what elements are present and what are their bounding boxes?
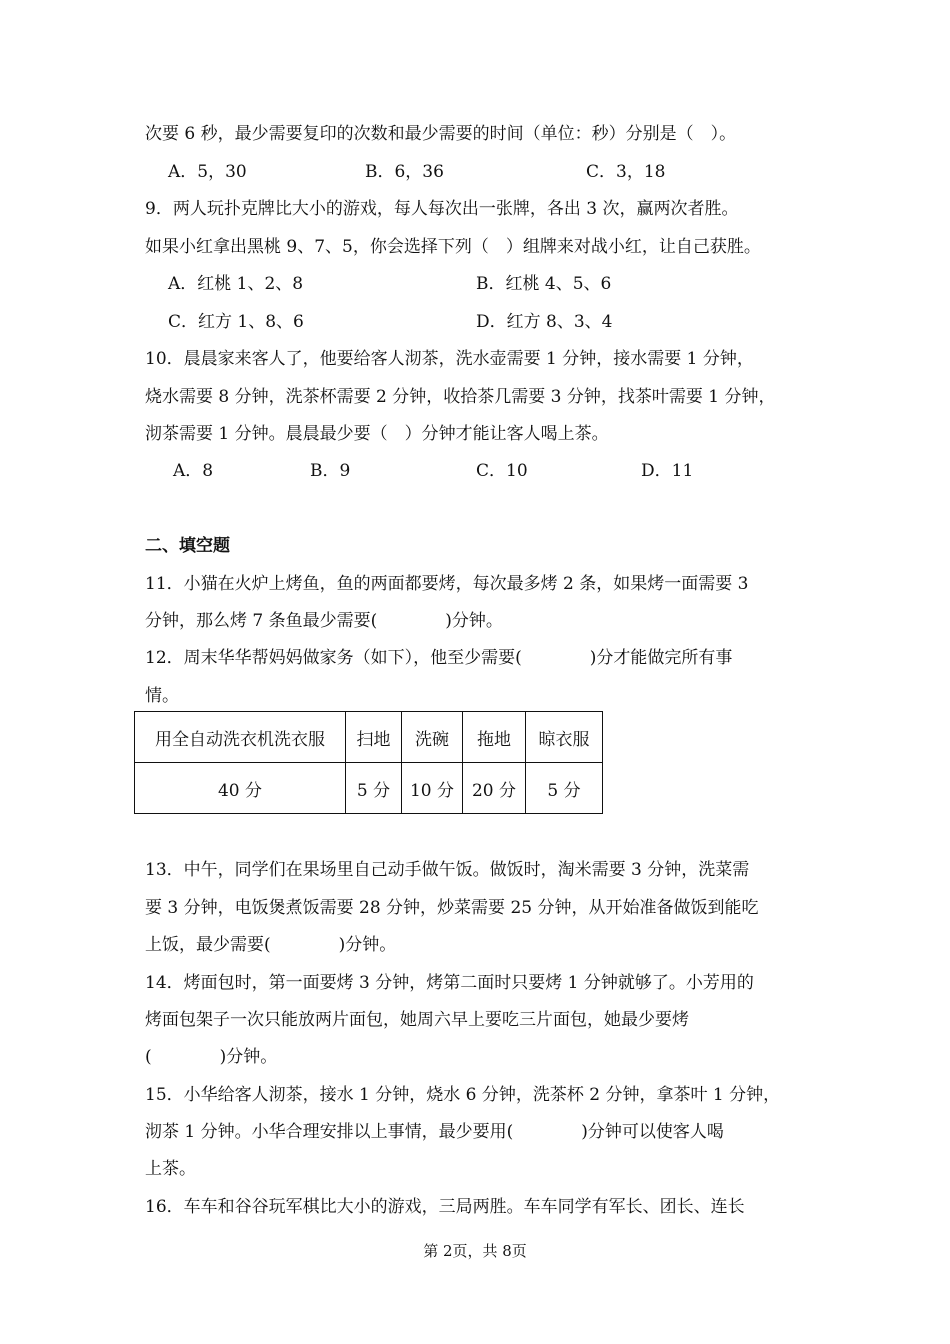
section-heading: 二、填空题: [145, 536, 230, 556]
q14-text-2: 烤面包架子一次只能放两片面包，她周六早上要吃三片面包，她最少要烤: [145, 1010, 689, 1030]
table-value-cell: 10 分: [402, 763, 463, 814]
q10-option-a: A．8: [173, 461, 214, 481]
q13-text-1: 13．中午，同学们在果场里自己动手做午饭。做饭时，淘米需要 3 分钟，洗菜需: [145, 860, 750, 880]
table-header-row: [135, 712, 603, 763]
q11-text-2: 分钟，那么烤 7 条鱼最少需要( )分钟。: [145, 611, 503, 631]
q8-option-a: A．5，30: [168, 162, 247, 182]
q11-text-1: 11．小猫在火炉上烤鱼，鱼的两面都要烤，每次最多烤 2 条，如果烤一面需要 3: [145, 574, 749, 594]
q10-text-1: 10．晨晨家来客人了，他要给客人沏茶，洗水壶需要 1 分钟，接水需要 1 分钟，: [145, 349, 754, 369]
q13-text-3: 上饭，最少需要( )分钟。: [145, 935, 397, 955]
table-value-cell: 5 分: [346, 763, 402, 814]
q10-option-c: C．10: [476, 461, 528, 481]
q8-option-b: B．6，36: [365, 162, 444, 182]
table-header-cell: 拖地: [463, 712, 526, 763]
q14-text-1: 14．烤面包时，第一面要烤 3 分钟，烤第二面时只要烤 1 分钟就够了。小芳用的: [145, 973, 754, 993]
table-header-cell: 用全自动洗衣机洗衣服: [135, 712, 346, 763]
q9-option-c: C．红方 1、8、6: [168, 312, 304, 332]
q12-text-1: 12．周末华华帮妈妈做家务（如下），他至少需要( )分才能做完所有事: [145, 648, 733, 668]
table-value-row: [135, 763, 603, 814]
q9-text-2: 如果小红拿出黑桃 9、7、5，你会选择下列（ ）组牌来对战小红，让自己获胜。: [145, 237, 761, 257]
table-header-cell: 洗碗: [402, 712, 463, 763]
table-header-cell: 扫地: [346, 712, 402, 763]
q15-text-3: 上茶。: [145, 1159, 196, 1179]
q9-option-d: D．红方 8、3、4: [476, 312, 613, 332]
table-value-cell: 20 分: [463, 763, 526, 814]
q9-option-b: B．红桃 4、5、6: [476, 274, 612, 294]
q13-text-2: 要 3 分钟，电饭煲煮饭需要 28 分钟，炒菜需要 25 分钟，从开始准备做饭到能吃: [145, 898, 759, 918]
q12-text-2: 情。: [145, 686, 179, 706]
table-value-cell: 5 分: [526, 763, 603, 814]
q8-option-c: C．3，18: [586, 162, 666, 182]
q15-text-2: 沏茶 1 分钟。小华合理安排以上事情，最少要用( )分钟可以使客人喝: [145, 1122, 724, 1142]
q8-text: 次要 6 秒，最少需要复印的次数和最少需要的时间（单位：秒）分别是（ ）。: [145, 124, 737, 144]
table-header-cell: 晾衣服: [526, 712, 603, 763]
q9-text-1: 9．两人玩扑克牌比大小的游戏，每人每次出一张牌，各出 3 次，赢两次者胜。: [145, 199, 739, 219]
table-value-cell: 40 分: [135, 763, 346, 814]
q9-option-a: A．红桃 1、2、8: [168, 274, 304, 294]
q10-option-d: D．11: [641, 461, 694, 481]
q10-text-2: 烧水需要 8 分钟，洗茶杯需要 2 分钟，收拾茶几需要 3 分钟，找茶叶需要 1 分钟，: [145, 387, 776, 407]
q10-option-b: B．9: [310, 461, 351, 481]
q16-text-1: 16．车车和谷谷玩军棋比大小的游戏，三局两胜。车车同学有军长、团长、连长: [145, 1197, 745, 1217]
q10-text-3: 沏茶需要 1 分钟。晨晨最少要（ ）分钟才能让客人喝上茶。: [145, 424, 609, 444]
q14-text-3: ( )分钟。: [145, 1047, 278, 1067]
q15-text-1: 15．小华给客人沏茶，接水 1 分钟，烧水 6 分钟，洗茶杯 2 分钟，拿茶叶 1 分钟，: [145, 1085, 781, 1105]
page-number: 第 2页，共 8页: [423, 1242, 527, 1260]
chores-table: [134, 711, 603, 814]
